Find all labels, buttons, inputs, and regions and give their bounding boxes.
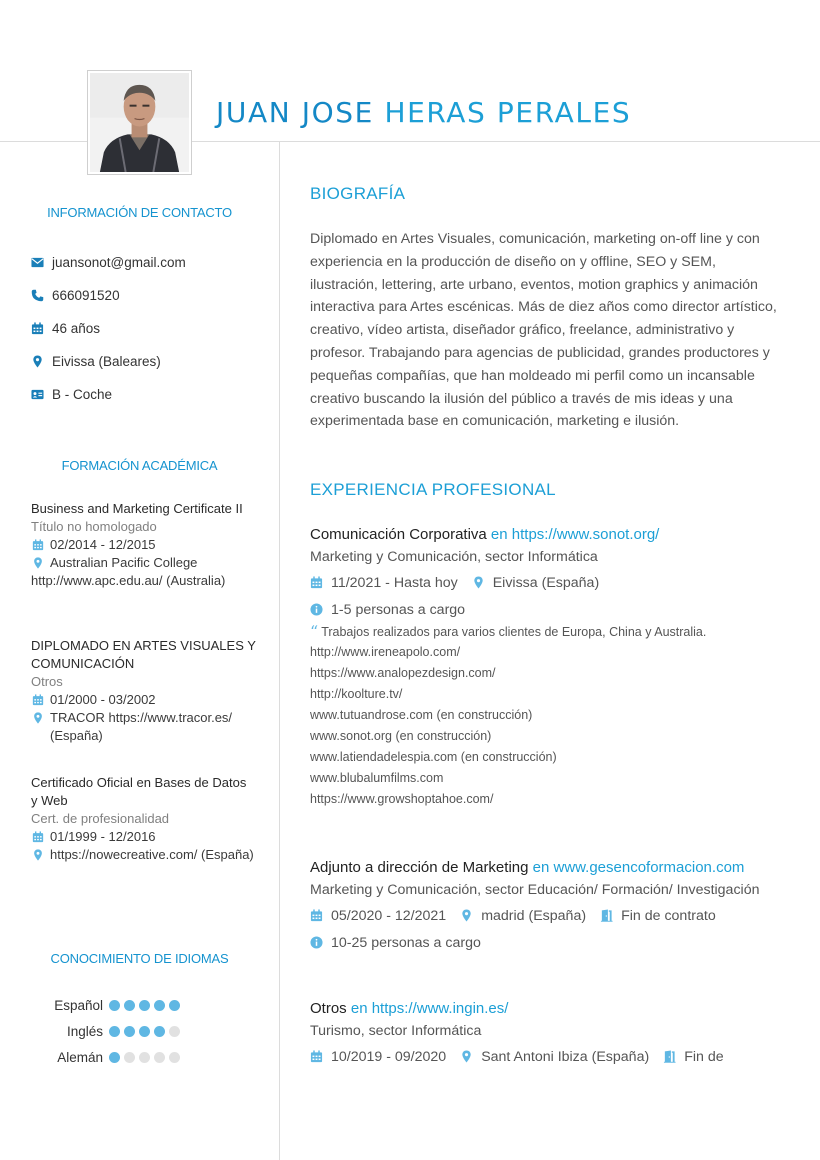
job-dates: 11/2021 - Hasta hoy (331, 574, 458, 591)
calendar-icon (32, 694, 44, 706)
level-dot-filled (139, 1026, 150, 1037)
profile-photo (87, 70, 192, 175)
portfolio-link[interactable]: http://koolture.tv/ (310, 687, 403, 701)
email-text[interactable]: juansonot@gmail.com (52, 255, 186, 270)
job-title (310, 998, 800, 1020)
level-dot-filled (124, 1000, 135, 1011)
calendar-icon (31, 322, 44, 335)
education-item (31, 637, 256, 745)
degree-dates-text: 02/2014 - 12/2015 (50, 537, 156, 552)
language-name: Español (54, 997, 103, 1013)
job-entry (310, 524, 800, 810)
degree-link[interactable]: http://www.apc.edu.au/ (Australia) (31, 573, 226, 588)
job-entry (310, 998, 800, 1070)
language-name: Inglés (66, 1023, 103, 1039)
level-dot-filled (109, 1000, 120, 1011)
degree-place (31, 846, 256, 864)
job-position: Adjunto a dirección de Marketing (310, 859, 529, 876)
map-pin-icon (460, 1050, 473, 1063)
language-level (109, 1026, 184, 1037)
job-position: Otros (310, 1000, 347, 1017)
job-team-text: 10-25 personas a cargo (331, 934, 481, 951)
job-sector: Marketing y Comunicación, sector Educación/ Formación/ Investigación (310, 882, 760, 898)
language-row (0, 1044, 279, 1070)
job-status: Fin de contrato (621, 907, 716, 924)
job-sector: Marketing y Comunicación, sector Informática (310, 549, 598, 565)
degree-name: Business and Marketing Certificate II (31, 501, 243, 516)
level-dot-empty (169, 1052, 180, 1063)
id-card-icon (31, 388, 44, 401)
map-pin-icon (32, 557, 44, 569)
language-list (0, 992, 279, 1070)
job-sector: Turismo, sector Informática (310, 1023, 482, 1039)
portfolio-link[interactable]: https://www.growshoptahoe.com/ (310, 792, 494, 806)
job-meta (310, 569, 800, 596)
info-icon (310, 603, 323, 616)
contact-license (31, 378, 186, 411)
level-dot-filled (124, 1026, 135, 1037)
phone-icon (31, 289, 44, 302)
job-description (310, 622, 800, 641)
job-title (310, 857, 800, 879)
job-location: madrid (España) (481, 907, 587, 924)
level-dot-filled (169, 1000, 180, 1011)
calendar-icon (310, 909, 323, 922)
portfolio-link[interactable]: www.sonot.org (en construcción) (310, 729, 492, 743)
info-icon (310, 936, 323, 949)
job-team (310, 929, 800, 956)
level-dot-empty (169, 1026, 180, 1037)
portfolio-link[interactable]: www.latiendadelespia.com (en construcción) (310, 750, 557, 764)
languages-section-title: CONOCIMIENTO DE IDIOMAS (50, 951, 229, 966)
job-location: Sant Antoni Ibiza (España) (481, 1048, 650, 1065)
map-pin-icon (472, 576, 485, 589)
language-level (109, 1052, 184, 1063)
degree-place-text: TRACOR https://www.tracor.es/ (España) (50, 710, 233, 743)
degree-subtitle: Título no homologado (31, 519, 157, 534)
contact-list (31, 246, 186, 411)
degree-name: DIPLOMADO EN ARTES VISUALES Y COMUNICACIÓN (31, 638, 256, 671)
calendar-icon (32, 539, 44, 551)
degree-dates (31, 536, 256, 554)
envelope-icon (31, 256, 44, 269)
calendar-icon (32, 831, 44, 843)
calendar-icon (310, 576, 323, 589)
degree-place-text: Australian Pacific College (50, 555, 198, 570)
portfolio-link[interactable]: http://www.ireneapolo.com/ (310, 645, 461, 659)
contact-age (31, 312, 186, 345)
language-row (0, 1018, 279, 1044)
level-dot-empty (139, 1052, 150, 1063)
language-name: Alemán (57, 1049, 103, 1065)
bio-text: Diplomado en Artes Visuales, comunicación, marketing on-off line y con experiencia en la producción de diseño on y offline, SEO y SEM, ilustración, lettering, arte urbano, eventos, motion graphics y animación interactiva para Artes escénicas. Más de diez años como director artístico, creativo, vídeo artista, diseñador gráfico, freelance, administrativo y profesor. Trabajando para agencias de publicidad, grandes productores y pequeñas compañías, que han moldeado mi perfil como un incansable creativo buscando la ilusión del público a través de mis ideas y una experimentada base en comunicación, marketing e ilusión. (310, 231, 777, 430)
map-pin-icon (32, 712, 44, 724)
job-links (310, 642, 800, 810)
degree-place-text: https://nowecreative.com/ (España) (50, 847, 254, 862)
quote-icon: “ (310, 622, 319, 641)
level-dot-filled (109, 1052, 120, 1063)
education-section-title: FORMACIÓN ACADÉMICA (61, 458, 218, 473)
degree-name: Certificado Oficial en Bases de Datos y Web (31, 775, 247, 808)
last-name: HERAS PERALES (384, 96, 632, 129)
job-meta (310, 902, 800, 929)
level-dot-empty (154, 1052, 165, 1063)
degree-dates-text: 01/1999 - 12/2016 (50, 829, 156, 844)
language-row (0, 992, 279, 1018)
map-pin-icon (32, 849, 44, 861)
degree-place (31, 709, 256, 745)
experience-section-title: EXPERIENCIA PROFESIONAL (310, 480, 556, 499)
portfolio-link[interactable]: www.blubalumfilms.com (310, 771, 444, 785)
level-dot-empty (124, 1052, 135, 1063)
portfolio-link[interactable]: https://www.analopezdesign.com/ (310, 666, 496, 680)
degree-subtitle: Otros (31, 674, 63, 689)
job-company[interactable]: en https://www.ingin.es/ (350, 1000, 509, 1017)
job-position: Comunicación Corporativa (310, 526, 487, 543)
job-entry (310, 857, 800, 956)
job-company[interactable]: en www.gesencoformacion.com (532, 859, 745, 876)
job-location: Eivissa (España) (492, 574, 600, 591)
first-name: JUAN JOSE (216, 96, 374, 129)
job-dates: 10/2019 - 09/2020 (331, 1048, 447, 1065)
degree-subtitle: Cert. de profesionalidad (31, 811, 170, 826)
education-item (31, 774, 256, 864)
degree-dates (31, 691, 256, 709)
job-title (310, 524, 800, 546)
license-text: B - Coche (52, 387, 113, 402)
candidate-name (216, 96, 631, 129)
contact-phone (31, 279, 186, 312)
map-pin-icon (460, 909, 473, 922)
level-dot-filled (139, 1000, 150, 1011)
job-description-text: Trabajos realizados para varios clientes de Europa, China y Australia. (321, 625, 707, 639)
door-exit-icon (663, 1050, 676, 1063)
language-level (109, 1000, 184, 1011)
level-dot-filled (154, 1000, 165, 1011)
portfolio-link[interactable]: www.tutuandrose.com (en construcción) (310, 708, 533, 722)
calendar-icon (310, 1050, 323, 1063)
location-text: Eivissa (Baleares) (52, 354, 161, 369)
job-dates: 05/2020 - 12/2021 (331, 907, 447, 924)
level-dot-filled (154, 1026, 165, 1037)
level-dot-filled (109, 1026, 120, 1037)
job-team-text: 1-5 personas a cargo (331, 601, 466, 618)
contact-email (31, 246, 186, 279)
contact-location (31, 345, 186, 378)
age-text: 46 años (52, 321, 101, 336)
degree-dates (31, 828, 256, 846)
bio-section-title: BIOGRAFÍA (310, 184, 406, 203)
contact-section-title: INFORMACIÓN DE CONTACTO (47, 205, 232, 220)
job-status: Fin de (684, 1048, 724, 1065)
job-company[interactable]: en https://www.sonot.org/ (490, 526, 660, 543)
door-exit-icon (600, 909, 613, 922)
degree-dates-text: 01/2000 - 03/2002 (50, 692, 156, 707)
job-meta (310, 1043, 800, 1070)
degree-place (31, 554, 256, 572)
map-pin-icon (31, 355, 44, 368)
job-team (310, 596, 800, 623)
education-item (31, 500, 256, 590)
column-divider (279, 142, 280, 1160)
phone-text[interactable]: 666091520 (52, 288, 120, 303)
